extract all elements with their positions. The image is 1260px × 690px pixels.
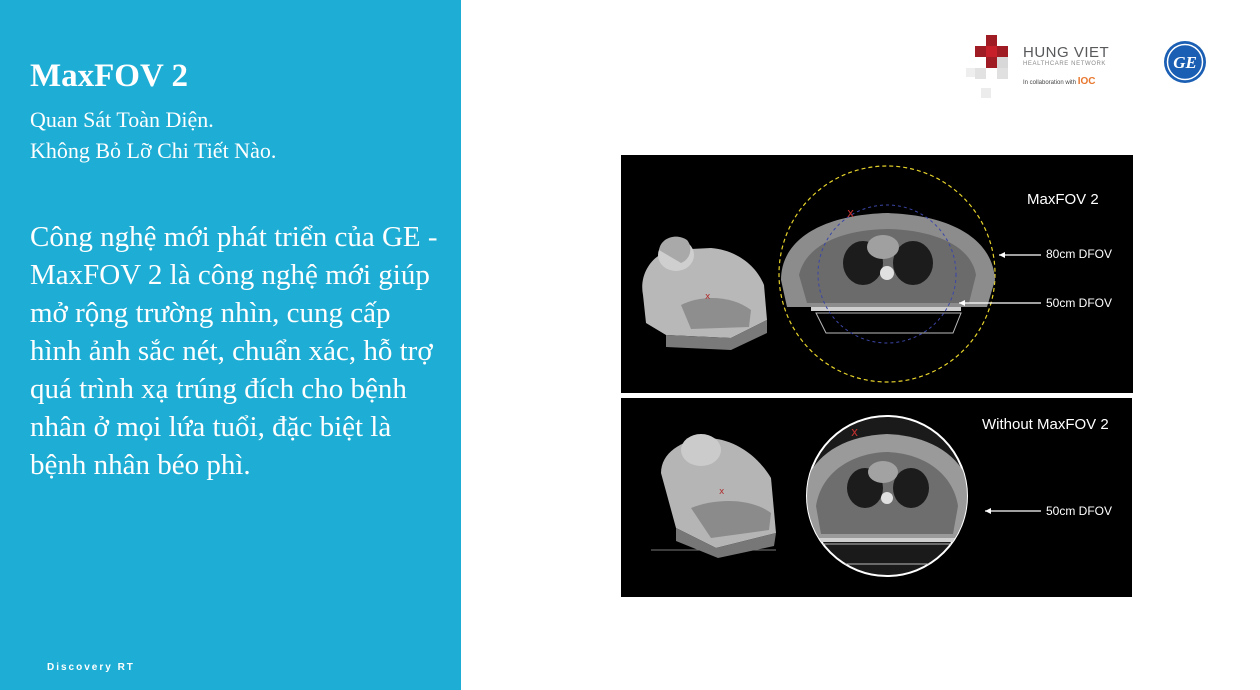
footer-label: Discovery RT xyxy=(47,662,135,673)
hungviet-subtitle: HEALTHCARE NETWORK xyxy=(1023,61,1107,67)
ct-slice-top xyxy=(781,205,995,343)
collab-text: In collaboration with xyxy=(1023,80,1077,86)
ct-slice-bottom xyxy=(801,416,973,576)
dfov-50-label-bottom: 50cm DFOV xyxy=(1046,504,1113,518)
dfov-80-label: 80cm DFOV xyxy=(1046,247,1113,261)
patient-3d-render-bottom xyxy=(651,434,776,558)
hungviet-logo xyxy=(966,34,1131,102)
ct-image-maxfov xyxy=(621,155,1133,393)
dfov-arrow-bottom xyxy=(985,508,1041,514)
ct-image-without-maxfov xyxy=(621,398,1132,597)
ge-logo xyxy=(1163,40,1207,84)
dfov-50-label-top: 50cm DFOV xyxy=(1046,296,1113,310)
ge-letters: GE xyxy=(1173,53,1197,72)
slide-subtitle xyxy=(30,104,276,166)
ct-bottom-title: Without MaxFOV 2 xyxy=(982,416,1109,433)
subtitle-line-2: Không Bỏ Lỡ Chi Tiết Nào. xyxy=(30,138,277,163)
ct-top-title: MaxFOV 2 xyxy=(1027,191,1099,208)
slide-title: MaxFOV 2 xyxy=(30,58,188,94)
hungviet-name: HUNG VIET xyxy=(1023,44,1110,61)
left-panel xyxy=(0,0,461,690)
patient-3d-render-top xyxy=(642,237,767,350)
hungviet-cross-icon xyxy=(966,34,1022,102)
ge-monogram-icon xyxy=(1163,40,1207,84)
svg-text:x: x xyxy=(719,487,725,497)
ioc-logo: IOC xyxy=(1077,76,1096,87)
svg-text:x: x xyxy=(847,206,855,220)
hungviet-collab xyxy=(1023,76,1095,87)
svg-text:x: x xyxy=(851,425,859,439)
subtitle-line-1: Quan Sát Toàn Diện. xyxy=(30,107,214,132)
svg-text:x: x xyxy=(705,292,711,302)
body-text: Công nghệ mới phát triển của GE - MaxFOV 2 là công nghệ mới giúp mở rộng trường nhìn, cung cấp hình ảnh sắc nét, chuẩn xác, hỗ trợ quá trình xạ trúng đích cho bệnh nhân ở mọi lứa tuổi, đặc biệt là bệnh nhân béo phì. xyxy=(30,221,438,481)
